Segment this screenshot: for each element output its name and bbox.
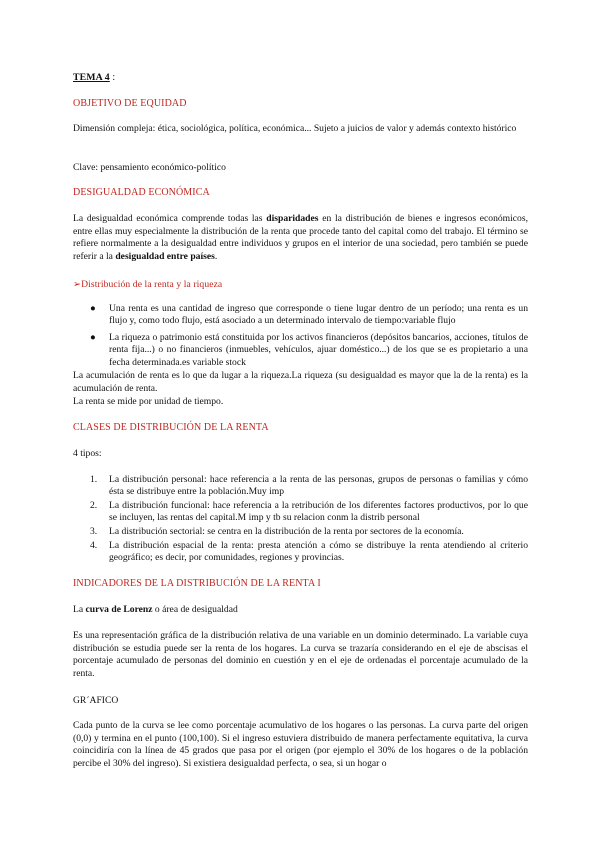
list-item-tipo-2 (90, 500, 528, 525)
list-item-tipo-3 (90, 526, 528, 538)
list-number: 2. (90, 500, 98, 511)
document-title (73, 72, 528, 85)
list-text: La distribución funcional: hace referencia a la retribución de los diferentes factores productivos, por lo que se incluyen, las rentas del capital.M imp y tb su relacion conm la distrib personal (109, 500, 528, 524)
desig-text-2: en la distribución de bienes e ingresos económicos, entre ellas muy especialmente la distribución de la renta que procede tanto del capital como del trabajo. El término se refiere normalmente a la desigualdad entre individuos y grupos en el interior de una sociedad, pero también se puede referir a la (73, 213, 528, 262)
paragraph-mide: La renta se mide por unidad de tiempo. (73, 396, 224, 407)
desig-bold-disparidades: disparidades (266, 213, 319, 224)
list-text: La distribución personal: hace referencia a la renta de las personas, grupos de personas o familias y cómo ésta se distribuye entre la población.Muy imp (109, 474, 528, 498)
list-number: 1. (90, 474, 98, 485)
paragraph-acumulacion: La acumulación de renta es lo que da lugar a la riqueza.La riqueza (su desigualdad es mayor que la de la renta) es la acumulación de renta. (73, 370, 528, 394)
lorenz-pre: La (73, 604, 86, 615)
bullet-icon: ● (90, 332, 96, 343)
title-text: TEMA 4 (73, 72, 110, 83)
list-item-tipo-4 (90, 540, 528, 565)
heading-desigualdad: DESIGUALDAD ECONÓMICA (73, 187, 210, 198)
lorenz-bold: curva de Lorenz (85, 604, 153, 615)
heading-clases: CLASES DE DISTRIBUCIÓN DE LA RENTA (73, 422, 269, 433)
heading-objetivo: OBJETIVO DE EQUIDAD (73, 98, 187, 109)
desig-bold-paises: desigualdad entre países (115, 250, 215, 262)
list-item-tipo-1 (90, 474, 528, 499)
list-number: 3. (90, 526, 98, 537)
bullet-icon: ● (90, 303, 96, 314)
lorenz-post: o área de desigualdad (152, 604, 238, 615)
heading-indicadores: INDICADORES DE LA DISTRIBUCIÓN DE LA RENTA I (73, 578, 321, 589)
desig-text-3: . (214, 250, 218, 262)
paragraph-desigualdad (73, 213, 528, 263)
list-text: La distribución sectorial: se centra en la distribución de la renta por sectores de la economía. (109, 526, 464, 537)
bullet-text: La riqueza o patrimonio está constituida por los activos financieros (depósitos bancarios, acciones, títulos de renta fija...) o no financieros (inmuebles, vehículos, ajuar doméstico...) de los que se es propietario a una fecha determinada.es variable stock (109, 332, 528, 368)
paragraph-lorenz (73, 604, 528, 617)
bullet-item-renta (90, 303, 528, 328)
title-suffix: : (109, 72, 116, 83)
bullet-item-riqueza (90, 332, 528, 369)
paragraph-representacion: Es una representación gráfica de la distribución relativa de una variable en un dominio determinado. La variable cuya distribución se estudia puede ser la renta de los hogares. La curva se trazaría considerando en el eje de abscisas el porcentaje acumulado de personas del dominio en cuestión y en el eje de ordenadas el porcentaje acumulado de la renta. (73, 630, 528, 679)
bullet-text: Una renta es una cantidad de ingreso que corresponde o tiene lugar dentro de un período; una renta es un flujo y, como todo flujo, está asociado a un determinado intervalo de tiempo:variable flujo (109, 303, 528, 327)
paragraph-clave: Clave: pensamiento económico-político (73, 162, 226, 173)
subheading-distribucion: ➢Distribución de la renta y la riqueza (73, 279, 223, 290)
paragraph-cada-punto: Cada punto de la curva se lee como porcentaje acumulativo de los hogares o las personas. La curva parte del origen (0,0) y termina en el punto (100,100). Si el ingreso estuviera distribuido de manera perfectamente equitativa, la curva coincidiría con la línea de 45 grados que pasa por el origen (por ejemplo el 30% de los hogares o de la población percibe el 30% del ingreso). Si existiera desigualdad perfecta, o sea, si un hogar o (73, 720, 528, 769)
list-text: La distribución espacial de la renta: presta atención a cómo se distribuye la renta atendiendo al criterio geográfico; es decir, por comunidades, regiones y provincias. (109, 540, 528, 564)
desig-text-1: La desigualdad económica comprende todas las (73, 213, 267, 224)
paragraph-dimension: Dimensión compleja: ética, sociológica, política, económica... Sujeto a juicios de valor y además contexto histórico (73, 123, 517, 134)
list-number: 4. (90, 540, 98, 551)
paragraph-tipos: 4 tipos: (73, 448, 102, 459)
paragraph-grafico: GR´AFICO (73, 695, 119, 706)
